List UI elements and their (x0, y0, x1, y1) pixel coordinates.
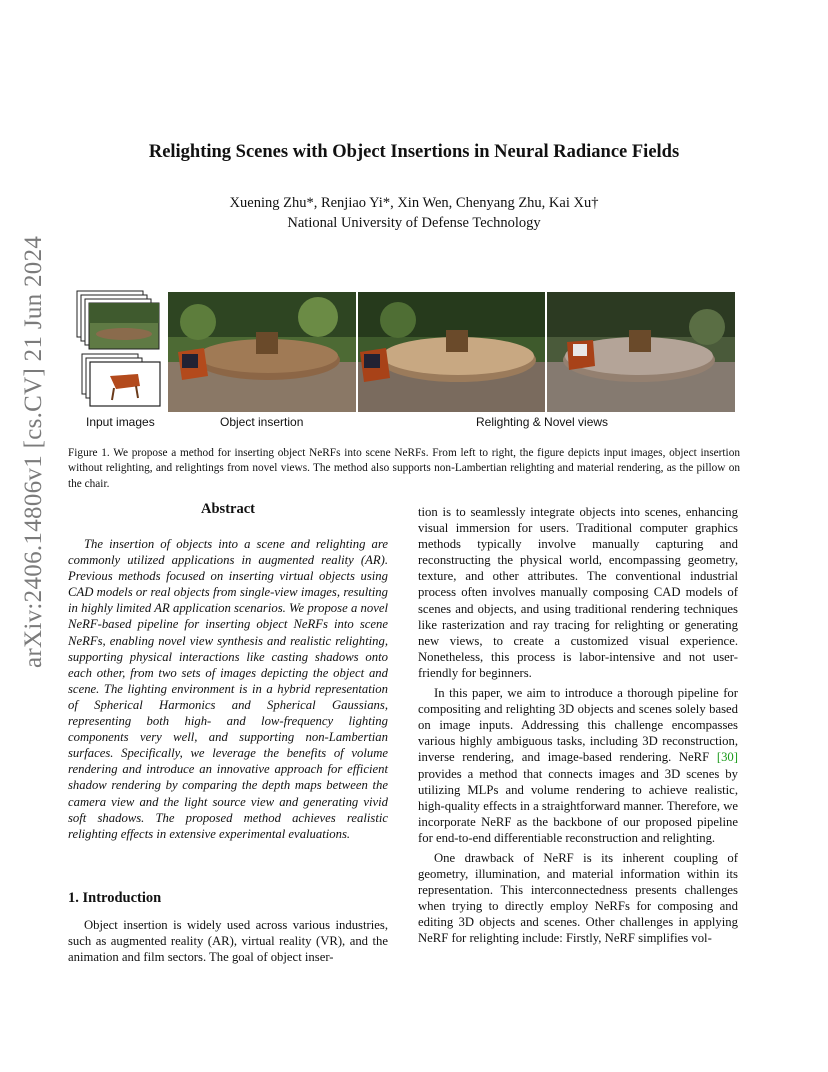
intro-paragraph-2-text-b: provides a method that connects images and 3D scenes by utilizing MLPs and volume rendering to achieve realistic, high-quality effects in a straightforward manner. Therefore, we incorporate NeRF as the backbone of our proposed pipeline for end-to-end differentiable reconstruction and relighting. (418, 766, 738, 845)
paper-title: Relighting Scenes with Object Insertions in Neural Radiance Fields (148, 142, 680, 162)
figure-label-relighting: Relighting & Novel views (476, 415, 609, 429)
arxiv-stamp (14, 235, 48, 668)
intro-right-column (418, 504, 738, 947)
abstract-heading: Abstract (201, 501, 255, 517)
relighting-image-2 (547, 292, 735, 412)
intro-paragraph-1-start: Object insertion is widely used across various industries, such as augmented reality (AR), virtual reality (VR), and the animation and film sectors. The goal of object inser- (68, 918, 388, 965)
object-insertion-image (168, 292, 356, 412)
intro-paragraph-2 (418, 685, 738, 846)
intro-paragraph-1-end: tion is to seamlessly integrate objects into scenes, enhancing visual immersion for users. Traditional computer graphics methods typically involve manually capturing and reconstructing the physical world, encompassing geometry, texture, and other attributes. The conventional industrial process often involves manually composing CAD models of scenes and objects, and using traditional rendering techniques like rasterization and ray tracing for relighting or generating new views, to create a customized visual experience. Nonetheless, this process is labor-intensive and not user-friendly for beginners. (418, 505, 738, 680)
figure-label-insertion: Object insertion (220, 415, 304, 429)
input-images-stack (76, 290, 166, 410)
paper-authors: Xuening Zhu*, Renjiao Yi*, Xin Wen, Chenyang Zhu, Kai Xu† (229, 195, 599, 211)
paper-affiliation: National University of Defense Technology (287, 215, 541, 231)
figure-label-input: Input images (86, 415, 155, 429)
abstract-text (68, 536, 388, 842)
intro-paragraph-2-text-a: In this paper, we aim to introduce a thorough pipeline for compositing and relighting 3D objects and scenes solely based on image inputs. Addressing this challenge encompasses various highly ambiguous tasks, including 3D reconstruction, inverse rendering, and image-based rendering. NeRF (418, 686, 738, 765)
intro-heading: 1. Introduction (68, 890, 162, 906)
arxiv-stamp-text: arXiv:2406.14806v1 [cs.CV] 21 Jun 2024 (20, 235, 47, 668)
citation-link[interactable]: [30] (716, 750, 738, 765)
intro-paragraph-3: One drawback of NeRF is its inherent coupling of geometry, illumination, and material information within its representation. This interconnectedness presents challenges when trying to directly employ NeRFs for composing and editing 3D objects and scenes. Other challenges in applying NeRF for relighting include: Firstly, NeRF simplifies vol- (418, 850, 738, 946)
abstract-paragraph: The insertion of objects into a scene and relighting are commonly utilized applications in augmented reality (AR). Previous methods focused on inserting virtual objects using CAD models or real objects from single-view images, resulting in highly limited AR application scenarios. We propose a novel NeRF-based pipeline for inserting object NeRFs into scene NeRFs, enabling novel view synthesis and realistic relighting, supporting physical interactions like casting shadows onto each other, from two sets of images depicting the object and scene. The lighting environment is in a hybrid representation of Spherical Harmonics and Spherical Gaussians, representing both high- and low-frequency lighting components very well, and supporting non-Lambertian surfaces. Specifically, we leverage the benefits of volume rendering and introduce an innovative approach for efficient shadow rendering by comparing the depth maps between the camera view and the light source view and generating vivid soft shadows. The proposed method achieves realistic relighting effects in extensive experimental evaluations. (68, 537, 388, 841)
figure-caption: Figure 1. We propose a method for inserting object NeRFs into scene NeRFs. From left to right, the figure depicts input images, object insertion without relighting, and relightings from novel views. The method also supports non-Lambertian relighting and material rendering, as the pillow on the chair. (68, 447, 740, 490)
relighting-image-1 (358, 292, 545, 412)
intro-left-text (68, 917, 388, 965)
